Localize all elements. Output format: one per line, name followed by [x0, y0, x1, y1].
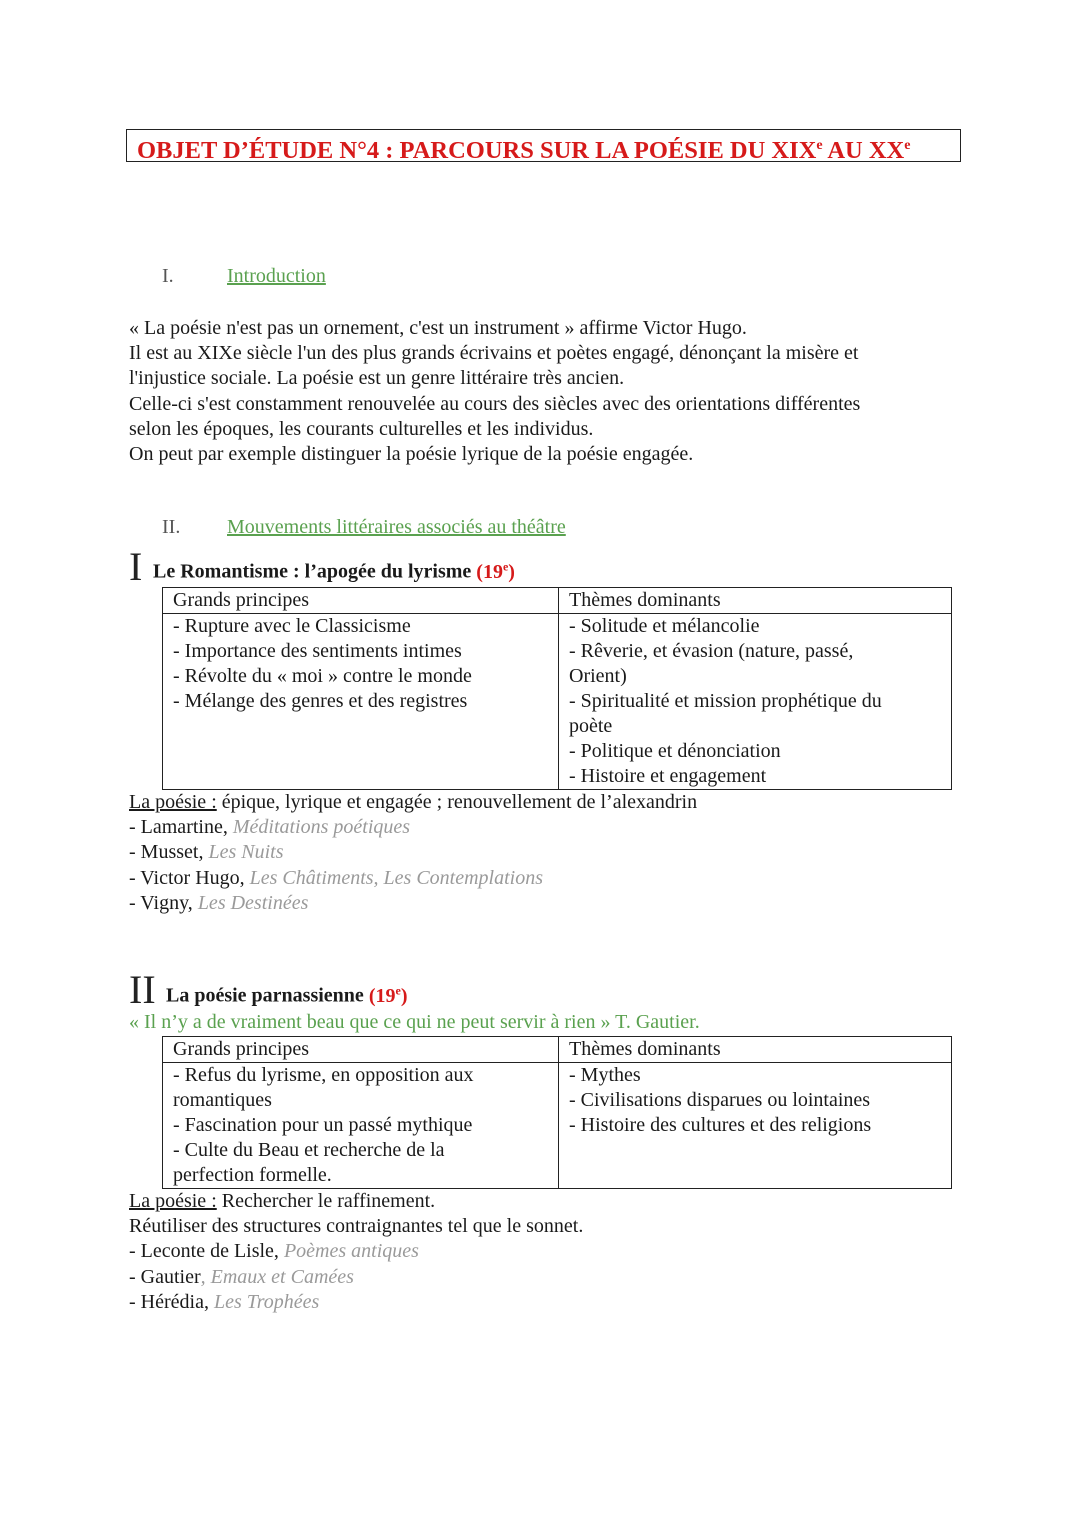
page-title: OBJET D’ÉTUDE N°4 : PARCOURS SUR LA POÉSIE DU XIXe AU XXe: [126, 129, 961, 162]
section-number: I.: [162, 265, 174, 287]
list-item: - Vigny, Les Destinées: [129, 891, 309, 914]
list-item: - Gautier, Emaux et Camées: [129, 1265, 354, 1288]
gautier-quote: « Il n’y a de vraiment beau que ce qui ne peut servir à rien » T. Gautier.: [129, 1011, 700, 1033]
table-header-principes: Grands principes: [163, 588, 559, 614]
parnasse-authors: [129, 1189, 583, 1315]
romantisme-authors: [129, 790, 697, 916]
poesie-summary: La poésie : épique, lyrique et engagée ; renouvellement de l’alexandrin: [129, 791, 698, 813]
romantisme-heading: Le Romantisme : l’apogée du lyrisme (19e): [153, 559, 515, 583]
poesie-detail: Réutiliser des structures contraignantes tel que le sonnet.: [129, 1215, 584, 1238]
parnasse-table: [162, 1036, 952, 1189]
list-item: - Musset, Les Nuits: [129, 841, 284, 864]
list-item: - Lamartine, Méditations poétiques: [129, 816, 411, 839]
section-title: Introduction: [227, 265, 326, 287]
roman-numeral-two: II: [129, 967, 156, 1012]
principes-cell: - Refus du lyrisme, en opposition aux romantiques - Fascination pour un passé mythique - Culte du Beau et recherche de la perfection formelle.: [163, 1063, 559, 1189]
romantisme-table: [162, 587, 952, 790]
principes-cell: - Rupture avec le Classicisme - Importance des sentiments intimes - Révolte du « moi » contre le monde - Mélange des genres et des registres: [163, 614, 559, 790]
table-header-themes: Thèmes dominants: [559, 1037, 952, 1063]
themes-cell: - Mythes - Civilisations disparues ou lointaines - Histoire des cultures et des religions: [559, 1063, 952, 1189]
list-item: - Hérédia, Les Trophées: [129, 1290, 320, 1313]
section-heading-mouvements: [162, 516, 566, 539]
themes-cell: - Solitude et mélancolie - Rêverie, et évasion (nature, passé, Orient) - Spiritualité et mission prophétique du poète - Politique et dénonciation - Histoire et engagement: [559, 614, 952, 790]
section-heading-introduction: [162, 265, 326, 288]
parnasse-heading: La poésie parnassienne (19e): [166, 983, 408, 1007]
table-header-principes: Grands principes: [163, 1037, 559, 1063]
list-item: - Leconte de Lisle, Poèmes antiques: [129, 1240, 419, 1263]
poesie-summary: La poésie : Rechercher le raffinement.: [129, 1190, 436, 1212]
intro-paragraph: « La poésie n'est pas un ornement, c'est un instrument » affirme Victor Hugo. Il est au XIXe siècle l'un des plus grands écrivains et poètes engagé, dénonçant la misère et l'injustice sociale. La poésie est un genre littéraire très ancien. Celle-ci s'est constamment renouvelée au cours des siècles avec des orientations différentes selon les époques, les courants culturelles et les individus. On peut par exemple distinguer la poésie lyrique de la poésie engagée.: [129, 317, 861, 466]
roman-numeral-one: I: [129, 544, 143, 589]
table-header-themes: Thèmes dominants: [559, 588, 952, 614]
section-number: II.: [162, 516, 181, 538]
list-item: - Victor Hugo, Les Châtiments, Les Contemplations: [129, 866, 543, 889]
section-title: Mouvements littéraires associés au théâtre: [227, 516, 566, 538]
